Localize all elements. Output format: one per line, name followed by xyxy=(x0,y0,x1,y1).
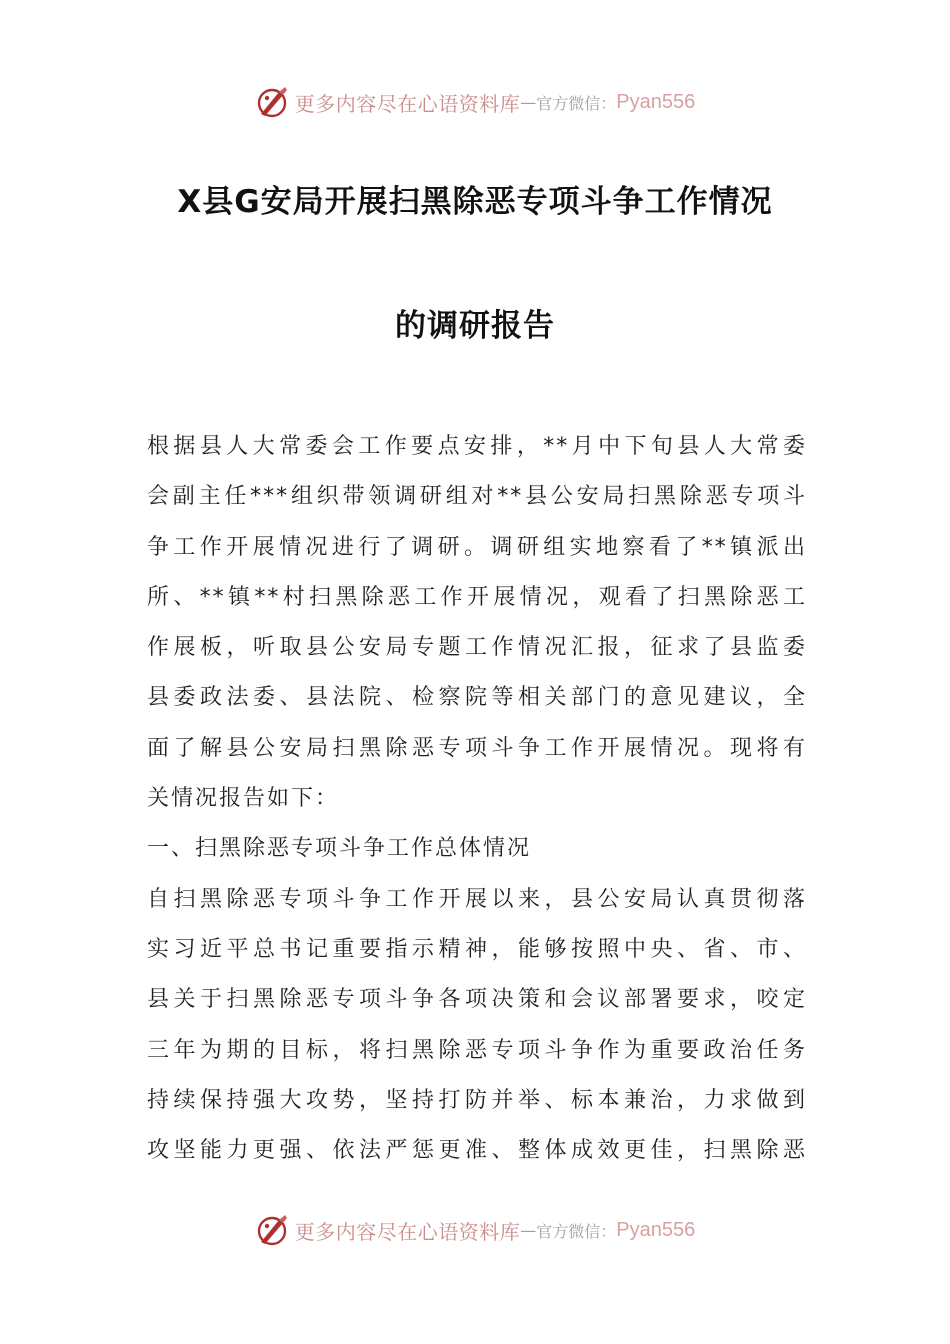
body-line: 作展板，听取县公安局专题工作情况汇报，征求了县监委 xyxy=(147,635,807,661)
banner-wechat-label: 官方微信： xyxy=(536,1221,617,1241)
body-line: 实习近平总书记重要指示精神，能够按照中央、省、市、 xyxy=(147,936,807,962)
body-line: 所、**镇**村扫黑除恶工作开展情况，观看了扫黑除恶工 xyxy=(147,584,807,610)
body-line: 面了解县公安局扫黑除恶专项斗争工作开展情况。现将有 xyxy=(147,735,807,761)
banner-dash: — xyxy=(520,92,537,112)
document-title-line-1: X县G安局开展扫黑除恶专项斗争工作情况 xyxy=(177,184,773,220)
banner-wechat-label: 官方微信： xyxy=(536,93,617,113)
body-line: 攻坚能力更强、依法严惩更准、整体成效更佳，扫黑除恶 xyxy=(147,1138,807,1164)
body-line: 县委政法委、县法院、检察院等相关部门的意见建议，全 xyxy=(147,685,807,711)
document-body xyxy=(147,422,807,1176)
body-line: 根据县人大常委会工作要点安排，**月中下旬县人大常委 xyxy=(147,434,807,459)
footer-banner xyxy=(0,1210,950,1250)
pen-circle-logo-icon xyxy=(255,1212,291,1248)
body-line: 持续保持强大攻势，坚持打防并举、标本兼治，力求做到 xyxy=(147,1087,807,1113)
body-line: 关情况报告如下： xyxy=(147,786,340,812)
banner-dash: — xyxy=(520,1220,537,1240)
banner-wechat-id: Pyan556 xyxy=(616,90,696,113)
banner-text: 更多内容尽在心语资料库 xyxy=(294,1219,521,1244)
body-line: 会副主任***组织带领调研组对**县公安局扫黑除恶专项斗 xyxy=(147,484,807,510)
header-banner xyxy=(0,82,950,122)
banner-wechat-id: Pyan556 xyxy=(616,1218,696,1241)
document-title-line-2: 的调研报告 xyxy=(395,308,555,344)
body-line: 争工作开展情况进行了调研。调研组实地察看了**镇派出 xyxy=(147,534,807,560)
banner-text: 更多内容尽在心语资料库 xyxy=(294,91,521,116)
pen-circle-logo-icon xyxy=(255,84,291,120)
body-line: 县关于扫黑除恶专项斗争各项决策和会议部署要求，咬定 xyxy=(147,987,807,1013)
body-line: 三年为期的目标，将扫黑除恶专项斗争作为重要政治任务 xyxy=(147,1037,807,1063)
section-heading: 一、扫黑除恶专项斗争工作总体情况 xyxy=(147,836,532,862)
body-line: 自扫黑除恶专项斗争工作开展以来，县公安局认真贯彻落 xyxy=(147,886,807,912)
